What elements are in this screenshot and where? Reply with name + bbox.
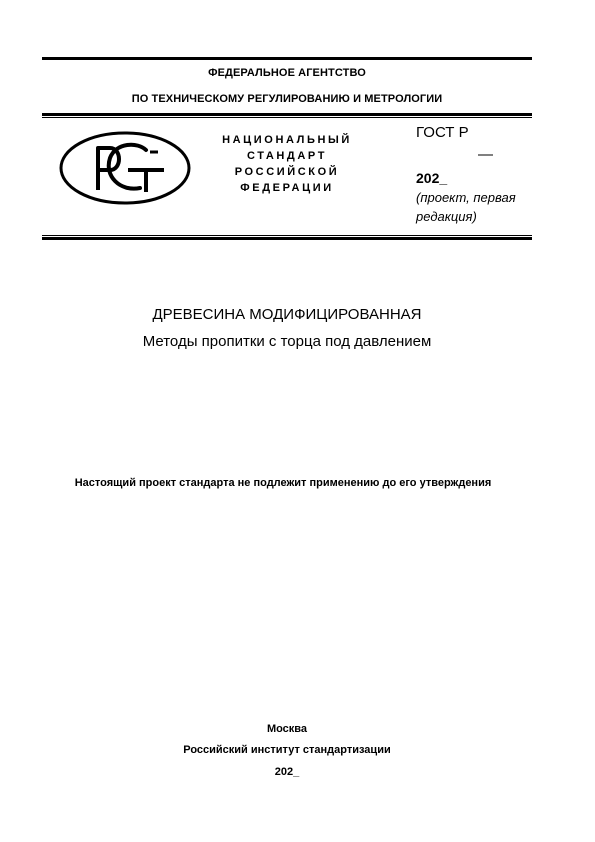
document-title: ДРЕВЕСИНА МОДИФИЦИРОВАННАЯ [152, 306, 422, 323]
title-block-rule-thick [42, 237, 532, 240]
header-rule-thin [42, 117, 532, 118]
agency-line-1: ФЕДЕРАЛЬНОЕ АГЕНТСТВО [208, 67, 366, 79]
top-rule [42, 57, 532, 60]
draft-notice: Настоящий проект стандарта не подлежит применению до его утверждения [74, 477, 492, 489]
agency-line-2: ПО ТЕХНИЧЕСКОМУ РЕГУЛИРОВАНИЮ И МЕТРОЛОГИИ [131, 93, 443, 105]
standard-type-line-3: РОССИЙСКОЙ [234, 166, 340, 178]
standard-type [202, 132, 372, 196]
designation-dash: — [478, 146, 493, 163]
document-subtitle: Методы пропитки с торца под давлением [142, 333, 432, 350]
standard-type-line-2: СТАНДАРТ [246, 150, 328, 162]
standard-type-line-4: ФЕДЕРАЦИИ [240, 182, 334, 194]
designation-title: ГОСТ Р [416, 124, 469, 141]
footer-year: 202_ [274, 766, 300, 778]
footer-city: Москва [266, 723, 308, 735]
rst-certification-logo-icon [58, 130, 192, 206]
footer-publisher: Российский институт стандартизации [183, 744, 391, 756]
header-rule-thick [42, 113, 532, 116]
standard-type-line-1: НАЦИОНАЛЬНЫЙ [222, 134, 352, 146]
designation-year: 202_ [416, 170, 448, 186]
designation-block [416, 124, 532, 224]
designation-note: (проект, первая редакция) [416, 190, 516, 224]
title-block-rule-thin [42, 235, 532, 236]
